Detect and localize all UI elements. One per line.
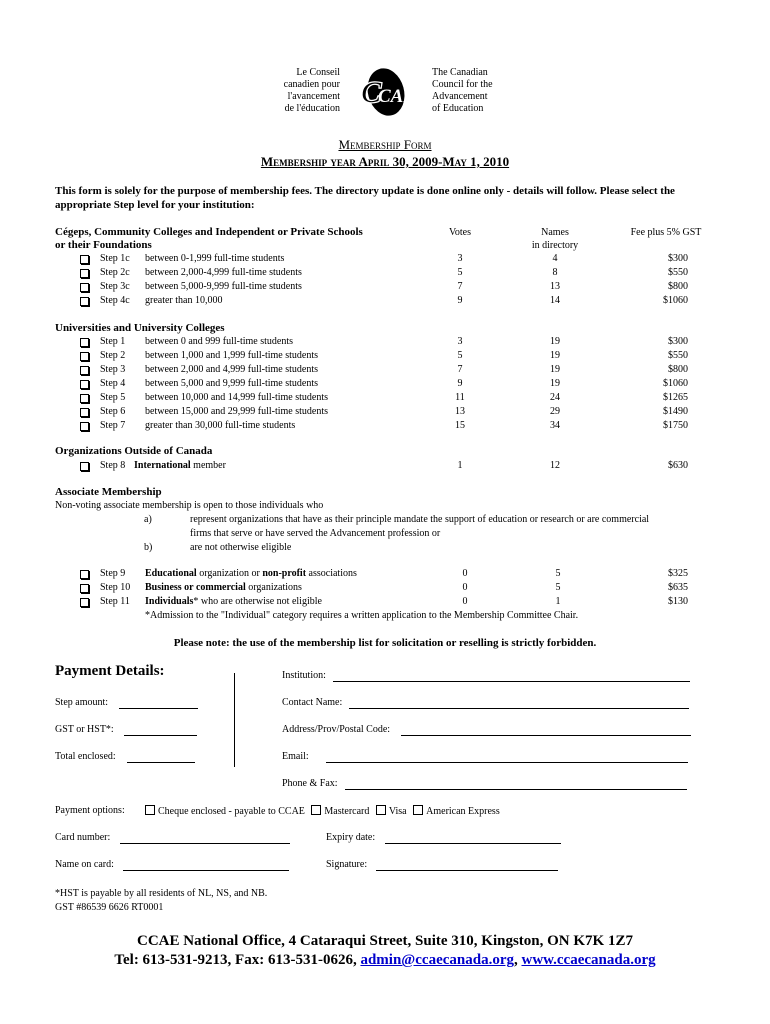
header-fr-line: de l'éducation	[284, 103, 340, 114]
step-description-mid: organization or	[196, 568, 263, 579]
header-en-line: Advancement	[432, 91, 488, 102]
associate-text: Non-voting associate membership is open to those individuals who	[55, 500, 324, 511]
fee-value: $300	[668, 336, 688, 347]
fee-value: $130	[668, 596, 688, 607]
step-3c-checkbox[interactable]	[80, 283, 89, 292]
expiry-date-field[interactable]	[385, 843, 561, 844]
step-label: Step 4	[100, 378, 126, 389]
signature-label: Signature:	[326, 859, 368, 870]
step-description: between 0 and 999 full-time students	[145, 336, 294, 347]
step-description: between 10,000 and 14,999 full-time students	[145, 392, 329, 403]
step-description: between 5,000-9,999 full-time students	[145, 281, 302, 292]
expiry-date-label: Expiry date:	[326, 832, 376, 843]
step-description-end: associations	[306, 568, 357, 579]
header-en-line: of Education	[432, 103, 484, 114]
fee-value: $1060	[663, 378, 688, 389]
step-label: Step 4c	[100, 295, 130, 306]
votes-value: 15	[455, 420, 465, 431]
fee-value: $800	[668, 281, 688, 292]
votes-value: 5	[457, 350, 463, 361]
votes-value: 13	[455, 406, 465, 417]
step-label: Step 3	[100, 364, 126, 375]
payment-options	[145, 805, 500, 818]
step-3-checkbox[interactable]	[80, 366, 89, 375]
names-value: 29	[550, 406, 560, 417]
option-mastercard[interactable]	[311, 806, 369, 817]
step-amount-field[interactable]	[119, 708, 198, 709]
votes-value: 5	[457, 267, 463, 278]
header-en-line: Council for the	[432, 79, 493, 90]
step-description	[145, 568, 357, 580]
step-description: between 1,000 and 1,999 full-time students	[145, 350, 319, 361]
votes-value: 9	[457, 378, 463, 389]
logo-text: CAE	[378, 86, 416, 107]
header-french-name	[284, 67, 340, 115]
fee-value: $300	[668, 253, 688, 264]
office-address: CCAE National Office, 4 Cataraqui Street, Suite 310, Kingston, ON K7K 1Z7	[137, 933, 633, 949]
signature-field[interactable]	[376, 870, 558, 871]
step-description-bold: Educational	[145, 568, 197, 579]
step-label: Step 1	[100, 336, 126, 347]
hst-footnote: *HST is payable by all residents of NL, NS, and NB.	[55, 888, 268, 899]
institution-field[interactable]	[333, 681, 690, 682]
step-label: Step 3c	[100, 281, 130, 292]
step-1c-checkbox[interactable]	[80, 255, 89, 264]
section-cegeps-heading: Cégeps, Community Colleges and Independent or Private Schools	[55, 226, 363, 238]
step-description-bold: International	[134, 460, 191, 471]
votes-value: 0	[462, 568, 468, 579]
fee-value: $630	[668, 460, 688, 471]
step-label: Step 8	[100, 460, 126, 471]
step-label: Step 5	[100, 392, 126, 403]
email-link[interactable]: admin@ccaecanada.org	[360, 952, 514, 968]
votes-value: 7	[457, 281, 463, 292]
step-description-bold-2: non-profit	[262, 568, 307, 579]
separator: ,	[513, 952, 522, 968]
votes-value: 9	[457, 295, 463, 306]
step-description: between 5,000 and 9,999 full-time students	[145, 378, 319, 389]
address-field[interactable]	[401, 735, 691, 736]
website-link[interactable]: www.ccaecanada.org	[521, 952, 656, 968]
names-value: 19	[550, 350, 560, 361]
step-label: Step 9	[100, 568, 126, 579]
header-fr-line: canadien pour	[283, 79, 340, 90]
option-checkbox[interactable]	[311, 805, 321, 815]
step-9-checkbox[interactable]	[80, 570, 89, 579]
fee-value: $800	[668, 364, 688, 375]
step-4-checkbox[interactable]	[80, 380, 89, 389]
fee-value: $550	[668, 350, 688, 361]
votes-value: 0	[462, 582, 468, 593]
step-description	[134, 460, 226, 472]
step-7-checkbox[interactable]	[80, 422, 89, 431]
option-cheque[interactable]	[145, 806, 305, 817]
names-value: 24	[550, 392, 560, 403]
votes-value: 0	[462, 596, 468, 607]
associate-b-text: are not otherwise eligible	[190, 542, 292, 553]
section-cegeps-heading-2: or their Foundations	[55, 239, 152, 251]
names-value: 5	[555, 582, 561, 593]
names-value: 8	[552, 267, 558, 278]
column-fee-header: Fee plus 5% GST	[630, 227, 702, 238]
fee-value: $1750	[663, 420, 688, 431]
address-label: Address/Prov/Postal Code:	[282, 724, 391, 735]
option-label: Mastercard	[324, 806, 370, 817]
header-fr-line: Le Conseil	[296, 67, 340, 78]
step-5-checkbox[interactable]	[80, 394, 89, 403]
form-title	[0, 137, 770, 153]
option-label: Visa	[388, 806, 407, 817]
tel-fax: Tel: 613-531-9213, Fax: 613-531-0626,	[114, 952, 361, 968]
names-value: 12	[550, 460, 560, 471]
names-value: 1	[555, 596, 561, 607]
total-enclosed-field[interactable]	[127, 762, 195, 763]
step-description-rest: member	[190, 460, 226, 471]
fee-value: $1060	[663, 295, 688, 306]
payment-options-label: Payment options:	[55, 805, 125, 816]
step-1-checkbox[interactable]	[80, 338, 89, 347]
associate-a-label: a)	[144, 514, 152, 525]
total-enclosed-label: Total enclosed:	[55, 751, 116, 762]
step-description	[145, 582, 302, 594]
votes-value: 7	[457, 364, 463, 375]
option-checkbox[interactable]	[145, 805, 155, 815]
names-value: 19	[550, 378, 560, 389]
option-label: Cheque enclosed - payable to CCAE	[158, 806, 305, 817]
form-subtitle	[0, 154, 770, 170]
step-6-checkbox[interactable]	[80, 408, 89, 417]
step-description	[145, 596, 322, 608]
fee-value: $1265	[663, 392, 688, 403]
step-label: Step 10	[100, 582, 131, 593]
associate-a-text-2: firms that serve or have served the Advancement profession or	[190, 528, 441, 539]
name-on-card-field[interactable]	[123, 870, 289, 871]
name-on-card-label: Name on card:	[55, 859, 114, 870]
payment-details-title: Payment Details:	[55, 663, 165, 679]
step-description-mid: organizations	[245, 582, 302, 593]
column-names-header: Names	[541, 227, 569, 238]
names-value: 34	[550, 420, 560, 431]
step-label: Step 1c	[100, 253, 130, 264]
contact-name-field[interactable]	[349, 708, 689, 709]
step-label: Step 7	[100, 420, 126, 431]
card-number-label: Card number:	[55, 832, 111, 843]
votes-value: 3	[457, 336, 463, 347]
contact-name-label: Contact Name:	[282, 697, 343, 708]
email-field[interactable]	[326, 762, 688, 763]
gst-number: GST #86539 6626 RT0001	[55, 902, 164, 913]
names-value: 5	[555, 568, 561, 579]
names-value: 19	[550, 364, 560, 375]
card-number-field[interactable]	[120, 843, 290, 844]
associate-heading: Associate Membership	[55, 486, 162, 498]
associate-a-text: represent organizations that have as their principle mandate the support of education or research or are commercial	[190, 514, 650, 525]
option-visa[interactable]	[376, 806, 407, 817]
step-amount-label: Step amount:	[55, 697, 109, 708]
contact-line	[0, 951, 770, 969]
section-universities-heading: Universities and University Colleges	[55, 322, 225, 334]
column-votes-header: Votes	[448, 227, 472, 238]
fee-value: $1490	[663, 406, 688, 417]
intro-text-2: appropriate Step level for your institution:	[55, 199, 255, 211]
step-10-checkbox[interactable]	[80, 584, 89, 593]
fee-value: $550	[668, 267, 688, 278]
usage-note: Please note: the use of the membership list for solicitation or reselling is strictly forbidden.	[173, 637, 597, 649]
institution-label: Institution:	[282, 670, 326, 681]
step-8-checkbox[interactable]	[80, 462, 89, 471]
step-description: between 2,000-4,999 full-time students	[145, 267, 302, 278]
step-2-checkbox[interactable]	[80, 352, 89, 361]
email-label: Email:	[282, 751, 309, 762]
form-title-line1: Membership Form	[338, 137, 432, 152]
admission-note: *Admission to the "Individual" category requires a written application to the Membership Committee Chair.	[145, 610, 579, 621]
step-label: Step 11	[100, 596, 130, 607]
phone-fax-label: Phone & Fax:	[282, 778, 338, 789]
step-description-bold: Individuals	[145, 596, 194, 607]
step-label: Step 6	[100, 406, 126, 417]
header-fr-line: l'avancement	[287, 91, 340, 102]
payment-divider	[234, 673, 235, 767]
form-title-line2: Membership year April 30, 2009-May 1, 2010	[260, 154, 510, 169]
step-label: Step 2	[100, 350, 126, 361]
header-english-name	[432, 67, 493, 115]
step-2c-checkbox[interactable]	[80, 269, 89, 278]
ccae-logo	[358, 64, 416, 118]
gst-field[interactable]	[124, 735, 197, 736]
associate-b-label: b)	[144, 542, 153, 553]
gst-label: GST or HST*:	[55, 724, 114, 735]
option-checkbox[interactable]	[413, 805, 423, 815]
votes-value: 11	[455, 392, 465, 403]
fee-value: $635	[668, 582, 688, 593]
step-description: greater than 30,000 full-time students	[145, 420, 296, 431]
step-label: Step 2c	[100, 267, 130, 278]
step-description: between 0-1,999 full-time students	[145, 253, 285, 264]
names-value: 4	[552, 253, 558, 264]
step-description: between 15,000 and 29,999 full-time students	[145, 406, 329, 417]
step-description: greater than 10,000	[145, 295, 223, 306]
votes-value: 1	[457, 460, 463, 471]
names-value: 14	[550, 295, 560, 306]
section-international-heading: Organizations Outside of Canada	[55, 445, 213, 457]
step-11-checkbox[interactable]	[80, 598, 89, 607]
step-description: between 2,000 and 4,999 full-time students	[145, 364, 319, 375]
column-names-header-2: in directory	[531, 240, 579, 251]
step-description-mid: * who are otherwise not eligible	[193, 596, 322, 607]
option-label: American Express	[426, 806, 500, 817]
step-description-bold: Business or commercial	[145, 582, 246, 593]
option-checkbox[interactable]	[376, 805, 386, 815]
option-amex[interactable]	[413, 806, 500, 817]
phone-fax-field[interactable]	[345, 789, 687, 790]
names-value: 13	[550, 281, 560, 292]
step-4c-checkbox[interactable]	[80, 297, 89, 306]
header-en-line: The Canadian	[432, 67, 488, 78]
votes-value: 3	[457, 253, 463, 264]
fee-value: $325	[668, 568, 688, 579]
names-value: 19	[550, 336, 560, 347]
logo-letter-c: C	[361, 76, 382, 109]
intro-text: This form is solely for the purpose of membership fees. The directory update is done online only - details will follow. Please select the	[55, 185, 675, 197]
